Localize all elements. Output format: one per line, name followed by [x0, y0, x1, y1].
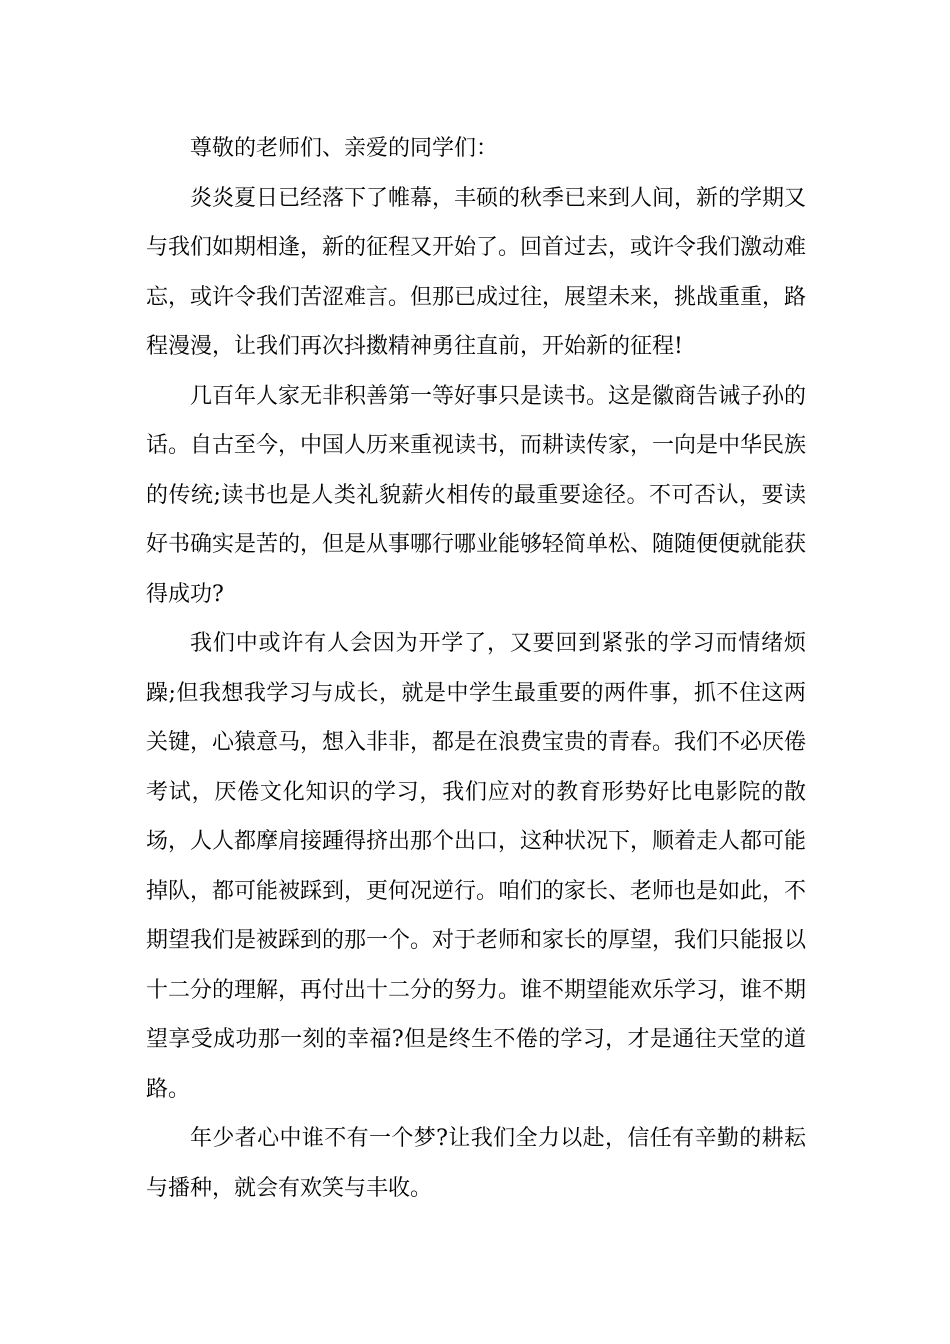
greeting-line: 尊敬的老师们、亲爱的同学们：	[190, 136, 499, 161]
paragraph-3: 我们中或许有人会因为开学了，又要回到紧张的学习而情绪烦躁;但我想我学习与成长，就是中学生最重要的两件事，抓不住这两关键，心猿意马，想入非非，都是在浪费宝贵的青春。我们不必厌倦考试，厌倦文化知识的学习，我们应对的教育形势好比电影院的散场，人人都摩肩接踵得挤出那个出口，这种状况下，顺着走人都可能掉队，都可能被踩到，更何况逆行。咱们的家长、老师也是如此，不期望我们是被踩到的那一个。对于老师和家长的厚望，我们只能报以十二分的理解，再付出十二分的努力。谁不期望能欢乐学习，谁不期望享受成功那一刻的幸福?但是终生不倦的学习，才是通往天堂的道路。	[146, 631, 807, 1102]
paragraph-4: 年少者心中谁不有一个梦?让我们全力以赴，信任有辛勤的耕耘与播种，就会有欢笑与丰收。	[146, 1126, 806, 1201]
paragraph-2: 几百年人家无非积善第一等好事只是读书。这是徽商告诫子孙的话。自古至今，中国人历来重视读书，而耕读传家，一向是中华民族的传统;读书也是人类礼貌薪火相传的最重要途径。不可否认，要读好书确实是苦的，但是从事哪行哪业能够轻简单松、随随便便就能获得成功?	[146, 383, 807, 607]
paragraph-1: 炎炎夏日已经落下了帷幕，丰硕的秋季已来到人间，新的学期又与我们如期相逢，新的征程又开始了。回首过去，或许令我们激动难忘，或许令我们苦涩难言。但那已成过往，展望未来，挑战重重，路程漫漫，让我们再次抖擞精神勇往直前，开始新的征程!	[146, 185, 807, 359]
document-body	[146, 124, 806, 1213]
